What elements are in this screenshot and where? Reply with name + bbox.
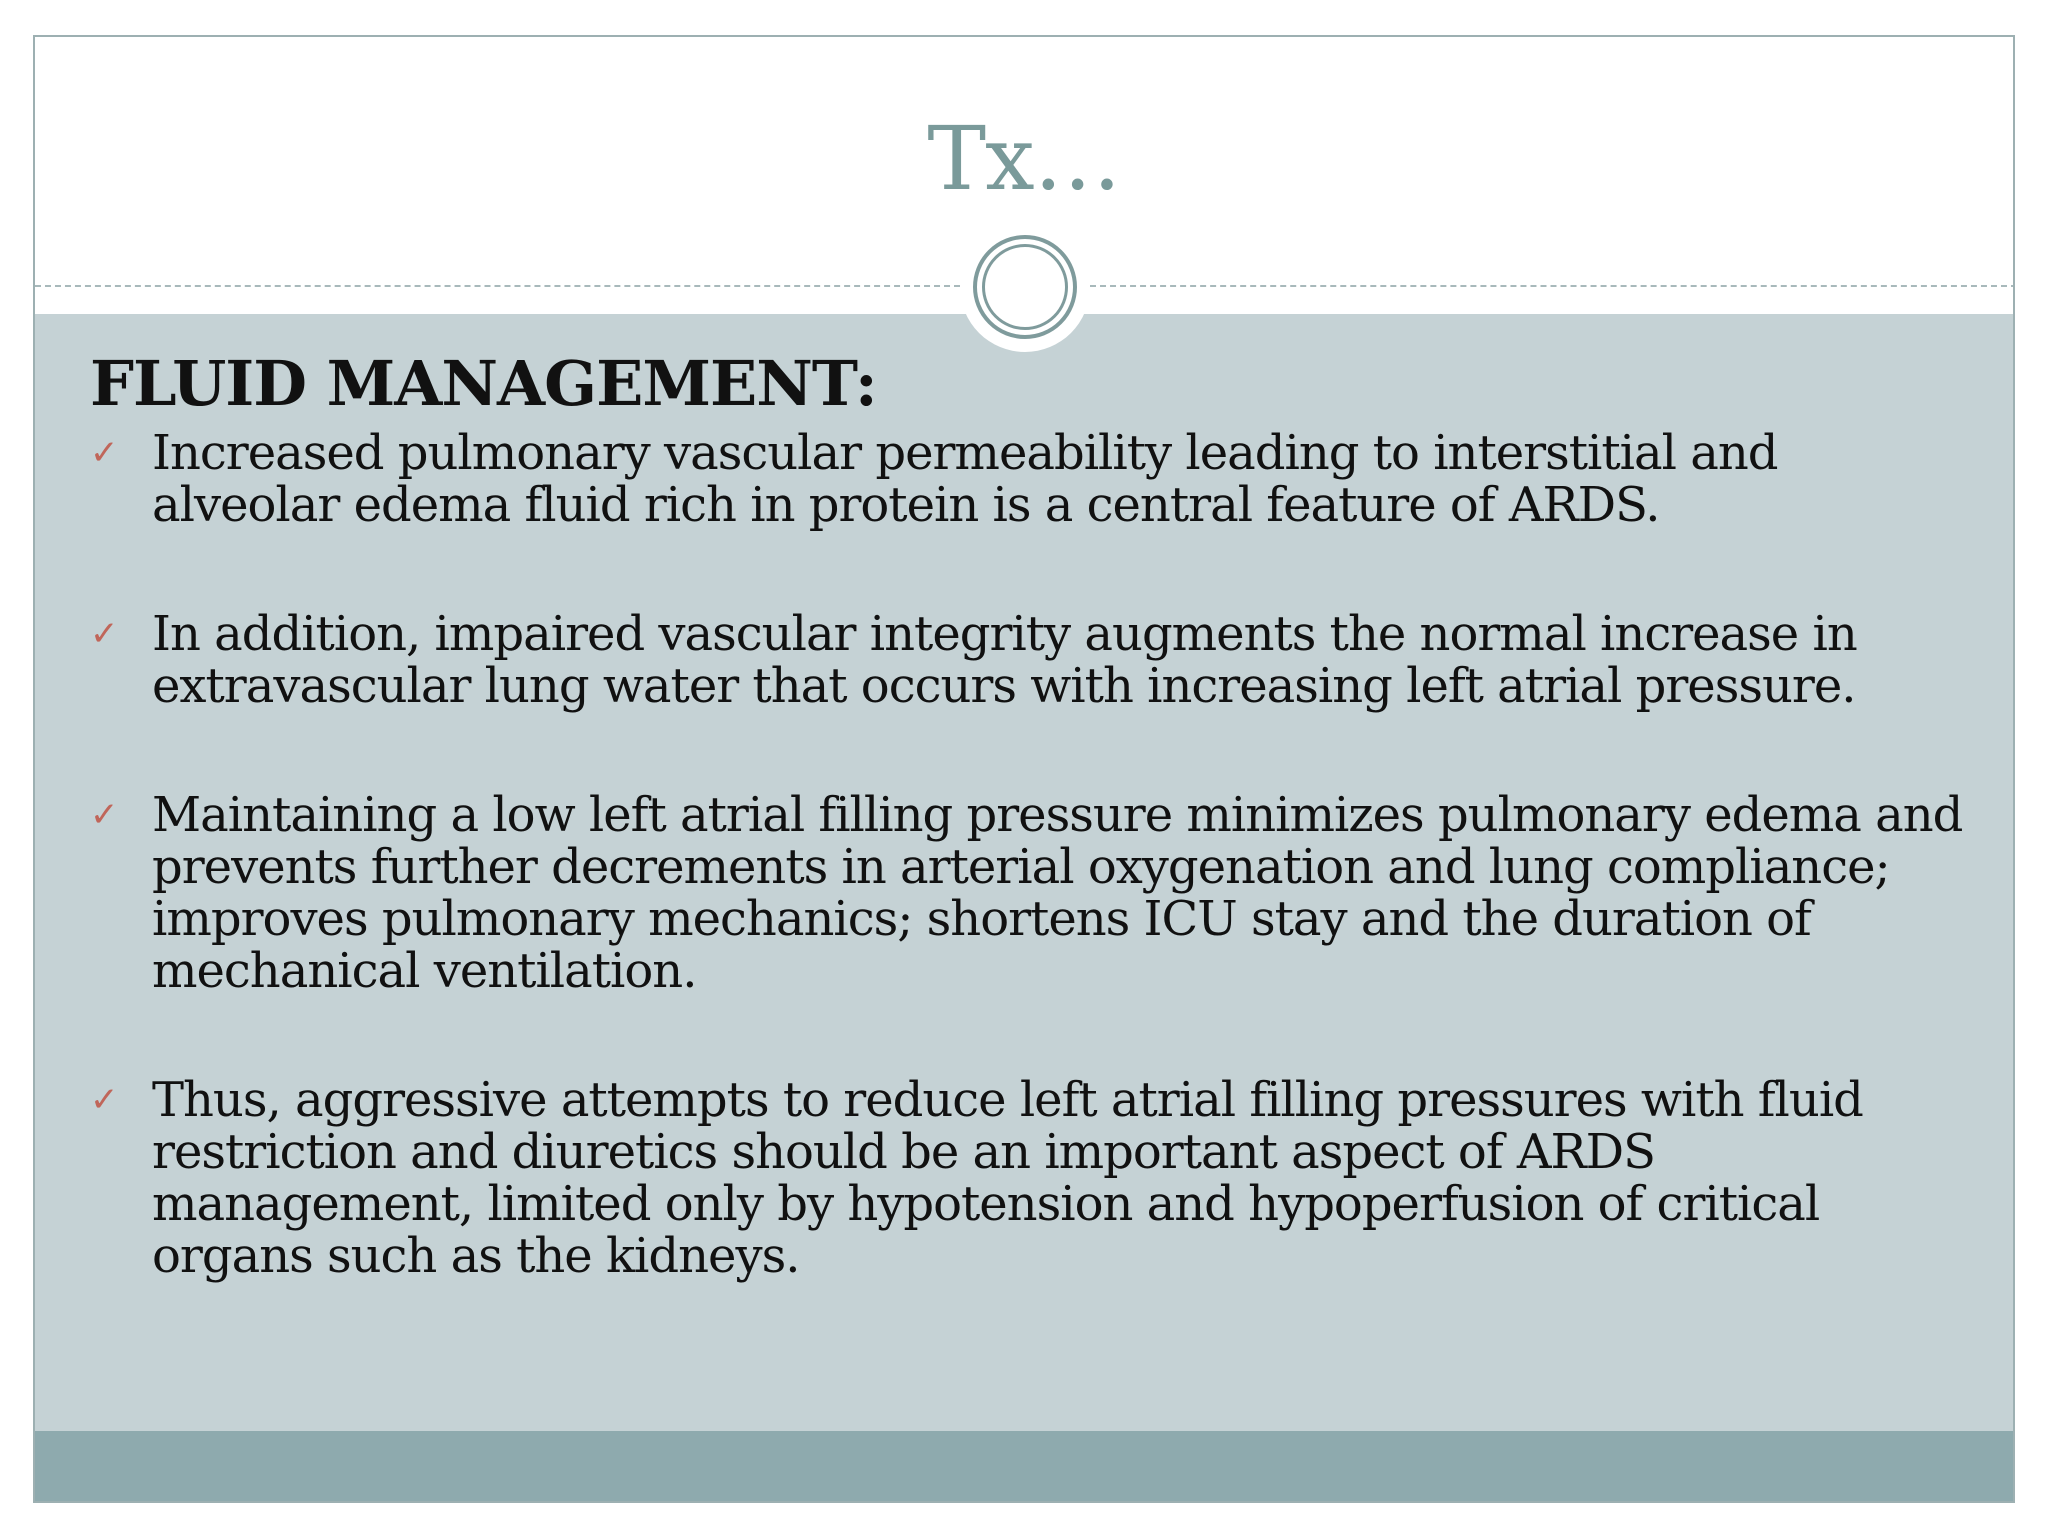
- title-divider-right: [1090, 285, 2015, 287]
- slide-title: Tx…: [927, 107, 1121, 210]
- bullet-text: In addition, impaired vascular integrity augments the normal increase in extravascular lung water that occurs with increasing left atrial pressure.: [152, 606, 1857, 714]
- check-icon: ✓: [90, 614, 118, 654]
- title-divider-left: [35, 285, 960, 287]
- circle-ornament-inner-ring: [982, 244, 1068, 330]
- bullet-text: Increased pulmonary vascular permeability leading to interstitial and alveolar edema fluid rich in protein is a central feature of ARDS.: [152, 425, 1778, 533]
- bullet-item: [90, 427, 1970, 531]
- slide: [33, 35, 2015, 1503]
- bullet-item: [90, 1074, 1970, 1282]
- check-icon: ✓: [90, 1080, 118, 1120]
- bullet-item: [90, 608, 1970, 712]
- bullet-text: Thus, aggressive attempts to reduce left atrial filling pressures with fluid restriction and diuretics should be an important aspect of ARDS management, limited only by hypotension and hypoperfusion of critical organs such as the kidneys.: [152, 1072, 1863, 1284]
- section-heading: FLUID MANAGEMENT:: [90, 347, 877, 420]
- bullet-item: [90, 789, 1970, 997]
- check-icon: ✓: [90, 433, 118, 473]
- bullet-list: [90, 427, 1970, 1359]
- bullet-text: Maintaining a low left atrial filling pressure minimizes pulmonary edema and prevents further decrements in arterial oxygenation and lung compliance; improves pulmonary mechanics; shortens ICU stay and the duration of mechanical ventilation.: [152, 787, 1963, 999]
- footer-band: [35, 1431, 2013, 1503]
- check-icon: ✓: [90, 795, 118, 835]
